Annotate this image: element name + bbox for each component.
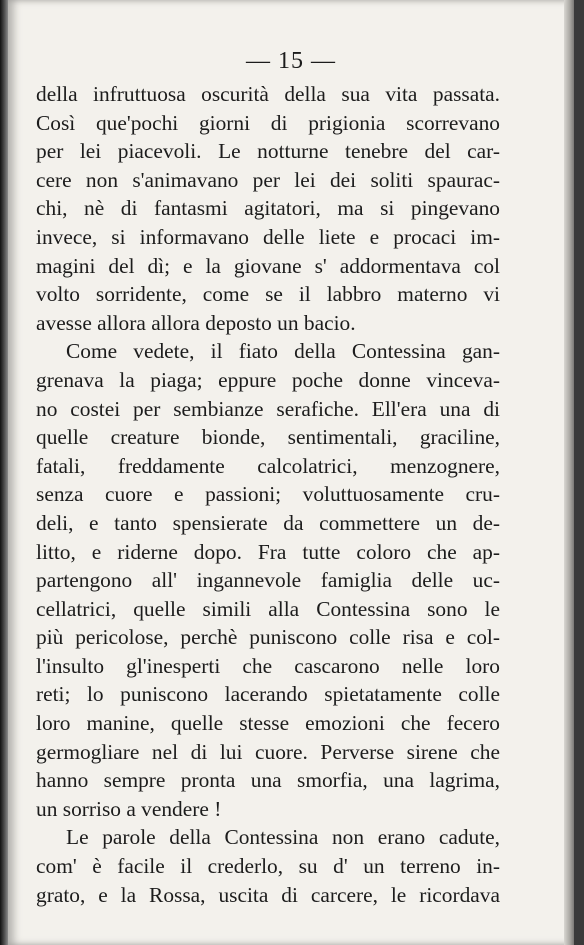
text-line: com' è facile il crederlo, su d' un terreno in- bbox=[36, 854, 500, 879]
text-line: invece, si informavano delle liete e procaci im- bbox=[36, 224, 500, 249]
text-line: deli, e tanto spensierate da commettere un de- bbox=[36, 510, 500, 535]
text-line: Così que'pochi giorni di prigionia scorrevano bbox=[36, 110, 500, 135]
text-line: un sorriso a vendere ! bbox=[36, 796, 222, 821]
text-line: avesse allora allora deposto un bacio. bbox=[36, 310, 356, 335]
text-line: della infruttuosa oscurità della sua vita passata. bbox=[36, 82, 500, 106]
text-line: volto sorridente, come se il labbro materno vi bbox=[36, 282, 500, 307]
text-line: hanno sempre pronta una smorfia, una lagrima, bbox=[36, 768, 500, 793]
book-page bbox=[8, 0, 574, 945]
body-text bbox=[36, 80, 500, 909]
text-line: l'insulto gl'inesperti che cascarono nelle loro bbox=[36, 653, 500, 678]
text-line: cellatrici, quelle simili alla Contessina sono le bbox=[36, 596, 500, 621]
text-line: quelle creature bionde, sentimentali, graciline, bbox=[36, 425, 500, 450]
text-line: più pericolose, perchè puniscono colle risa e col- bbox=[36, 625, 500, 650]
text-line: germogliare nel di lui cuore. Perverse sirene che bbox=[36, 739, 500, 764]
text-line: Le parole della Contessina non erano cadute, bbox=[66, 825, 500, 850]
text-line: senza cuore e passioni; voluttuosamente cru- bbox=[36, 482, 500, 507]
text-line: loro manine, quelle stesse emozioni che fecero bbox=[36, 711, 500, 736]
text-line: fatali, freddamente calcolatrici, menzognere, bbox=[36, 453, 500, 478]
text-line: reti; lo puniscono lacerando spietatamente colle bbox=[36, 682, 500, 707]
text-line: chi, nè di fantasmi agitatori, ma si pingevano bbox=[36, 196, 500, 221]
page-binding-shadow bbox=[0, 0, 8, 945]
text-line: no costei per sembianze serafiche. Ell'era una di bbox=[36, 396, 500, 421]
page-number: — 15 — bbox=[246, 48, 336, 74]
text-line: partengono all' ingannevole famiglia delle uc- bbox=[36, 568, 500, 593]
page-edge bbox=[564, 0, 574, 945]
text-line: magini del dì; e la giovane s' addormentava col bbox=[36, 253, 500, 278]
text-line: Come vedete, il fiato della Contessina gan- bbox=[66, 339, 500, 364]
text-line: cere non s'animavano per lei dei soliti spaurac- bbox=[36, 167, 500, 192]
text-line: per lei piacevoli. Le notturne tenebre del car- bbox=[36, 139, 500, 164]
text-line: grato, e la Rossa, uscita di carcere, le ricordava bbox=[36, 882, 500, 907]
text-line: grenava la piaga; eppure poche donne vinceva- bbox=[36, 367, 500, 392]
text-line: litto, e riderne dopo. Fra tutte coloro che ap- bbox=[36, 539, 500, 564]
